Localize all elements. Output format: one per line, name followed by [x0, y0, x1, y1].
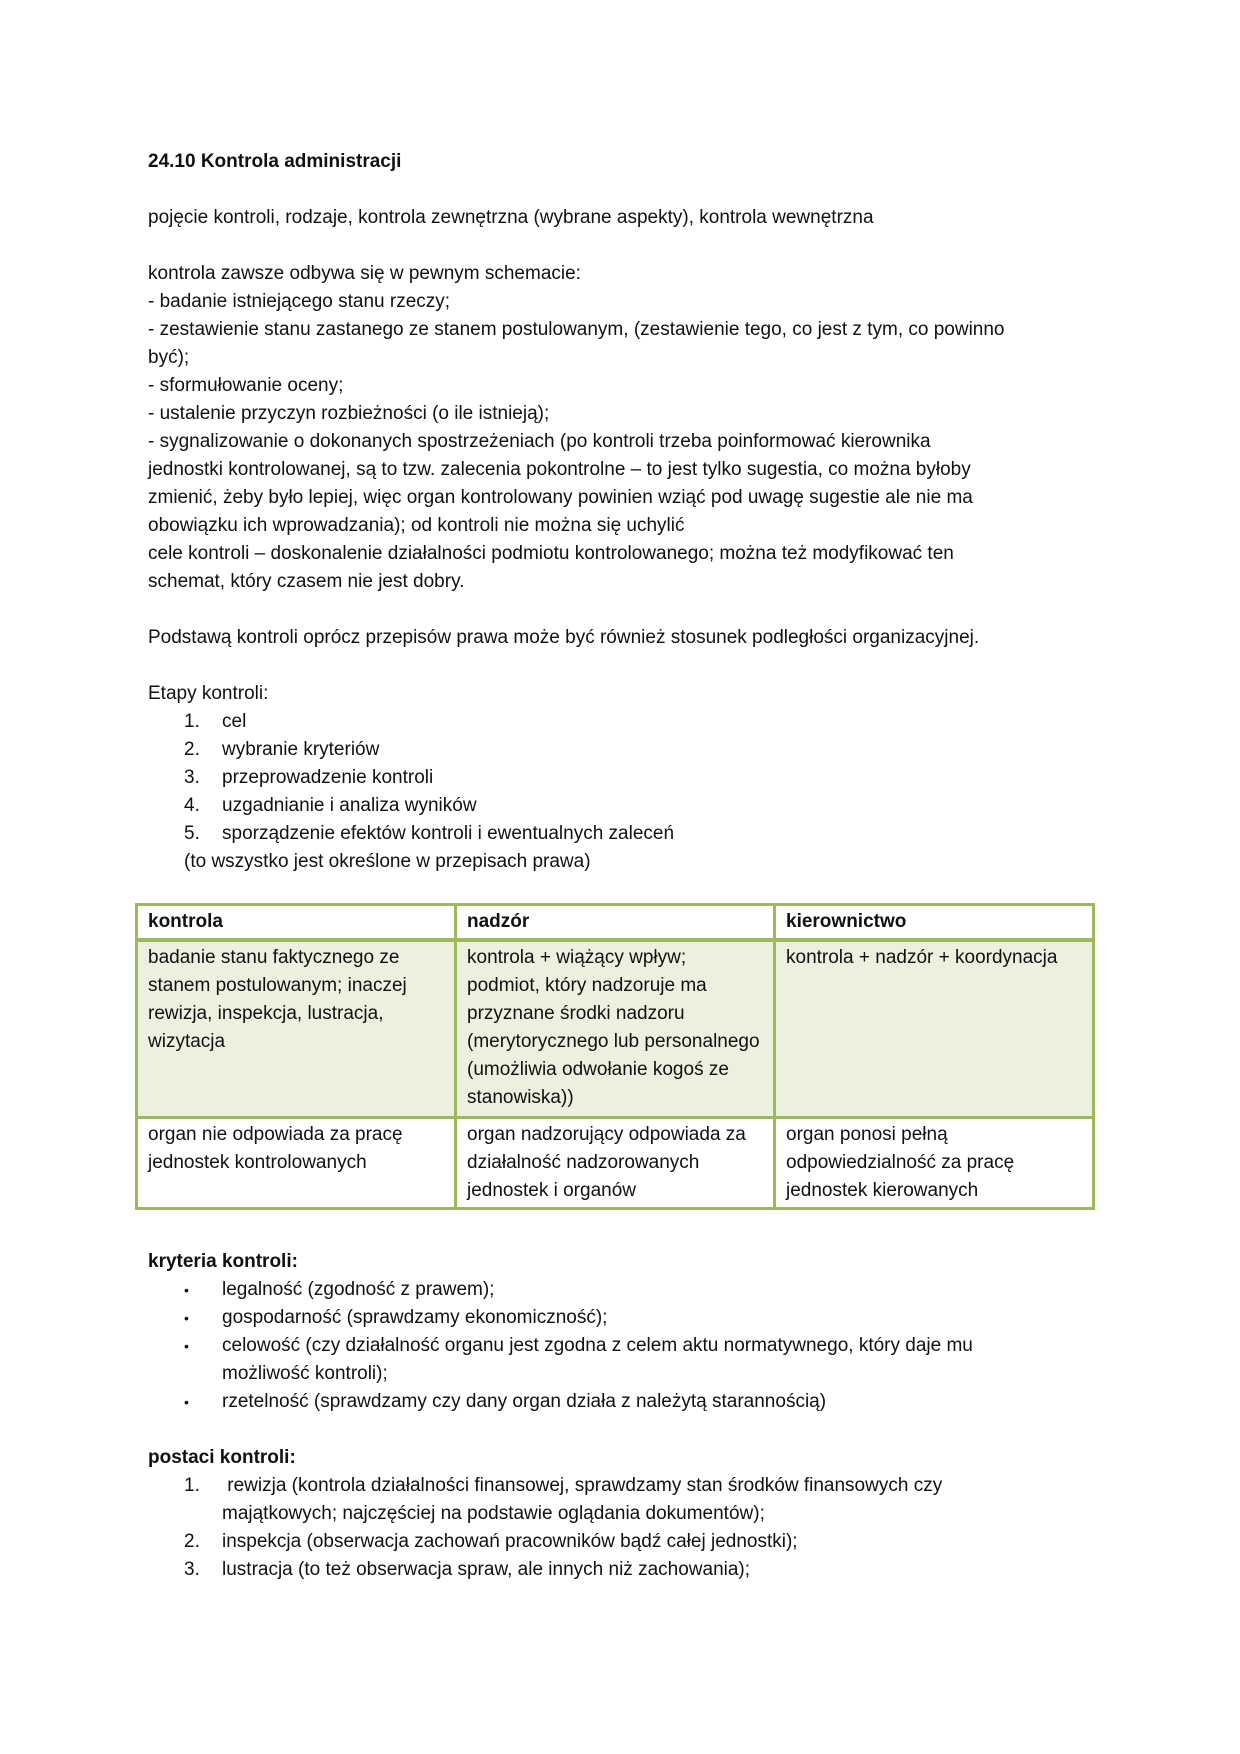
document-body-bottom: [148, 1248, 973, 1584]
item-text: cel: [222, 711, 247, 732]
schema-line: jednostki kontrolowanej, są to tzw. zalecenia pokontrolne – to jest tylko sugestia, co można byłoby: [148, 459, 971, 480]
table-cell: organ nie odpowiada za pracę jednostek kontrolowanych: [137, 1118, 456, 1209]
table-row: [137, 940, 1094, 1118]
schema-line: być);: [148, 347, 190, 368]
header-cell: nadzór: [456, 905, 775, 941]
item-text: wybranie kryteriów: [222, 739, 380, 760]
item-text: rewizja (kontrola działalności finansowej, sprawdzamy stan środków finansowych czy: [222, 1475, 943, 1496]
comparison-table: [135, 903, 1095, 1210]
schema-line: zmienić, żeby było lepiej, więc organ kontrolowany powinien wziąć pod uwagę sugestie ale nie ma: [148, 487, 973, 508]
bullet-icon: •: [184, 1282, 189, 1298]
stage-item: [148, 736, 1005, 764]
bullet-icon: •: [184, 1310, 189, 1326]
form-item: [148, 1556, 973, 1584]
item-number: 3.: [184, 767, 200, 788]
bullet-icon: •: [184, 1338, 189, 1354]
document-body-top: [148, 148, 1005, 876]
table-cell: kontrola + nadzór + koordynacja: [775, 940, 1094, 1118]
topics-line: pojęcie kontroli, rodzaje, kontrola zewnętrzna (wybrane aspekty), kontrola wewnętrzna: [148, 207, 874, 228]
stages-note: (to wszystko jest określone w przepisach prawa): [184, 851, 591, 872]
form-item-continued: majątkowych; najczęściej na podstawie oglądania dokumentów);: [222, 1503, 765, 1524]
item-text: sporządzenie efektów kontroli i ewentualnych zaleceń: [222, 823, 675, 844]
item-number: 5.: [184, 823, 200, 844]
page-title: 24.10 Kontrola administracji: [148, 151, 402, 172]
criteria-item: rzetelność (sprawdzamy czy dany organ działa z należytą starannością): [222, 1391, 827, 1412]
table-cell: organ ponosi pełną odpowiedzialność za pracę jednostek kierowanych: [775, 1118, 1094, 1209]
table-header-row: [137, 905, 1094, 941]
criteria-heading: kryteria kontroli:: [148, 1251, 298, 1272]
forms-heading: postaci kontroli:: [148, 1447, 296, 1468]
schema-line: obowiązku ich wprowadzania); od kontroli nie można się uchylić: [148, 515, 685, 536]
item-number: 4.: [184, 795, 200, 816]
basis-paragraph: Podstawą kontroli oprócz przepisów prawa może być również stosunek podległości organizacyjnej.: [148, 627, 980, 648]
stage-item: [148, 792, 1005, 820]
criteria-item: gospodarność (sprawdzamy ekonomiczność);: [222, 1307, 608, 1328]
schema-line: - zestawienie stanu zastanego ze stanem postulowanym, (zestawienie tego, co jest z tym, co powinno: [148, 319, 1005, 340]
stages-heading: Etapy kontroli:: [148, 683, 269, 704]
criteria-item: celowość (czy działalność organu jest zgodna z celem aktu normatywnego, który daje mu: [222, 1335, 973, 1356]
criteria-item: legalność (zgodność z prawem);: [222, 1279, 495, 1300]
stage-item: [148, 764, 1005, 792]
schema-line: - badanie istniejącego stanu rzeczy;: [148, 291, 451, 312]
schema-intro: kontrola zawsze odbywa się w pewnym schemacie:: [148, 263, 581, 284]
item-number: 2.: [184, 1531, 200, 1552]
item-text: lustracja (to też obserwacja spraw, ale innych niż zachowania);: [222, 1559, 751, 1580]
stage-item: [148, 820, 1005, 848]
table-cell: badanie stanu faktycznego ze stanem postulowanym; inaczej rewizja, inspekcja, lustracja, wizytacja: [137, 940, 456, 1118]
item-text: przeprowadzenie kontroli: [222, 767, 434, 788]
schema-line: schemat, który czasem nie jest dobry.: [148, 571, 465, 592]
table-row: [137, 1118, 1094, 1209]
item-text: inspekcja (obserwacja zachowań pracowników bądź całej jednostki);: [222, 1531, 798, 1552]
header-cell: kierownictwo: [775, 905, 1094, 941]
schema-line: - sygnalizowanie o dokonanych spostrzeżeniach (po kontroli trzeba poinformować kierownika: [148, 431, 931, 452]
schema-line: - sformułowanie oceny;: [148, 375, 344, 396]
bullet-icon: •: [184, 1394, 189, 1410]
schema-line: - ustalenie przyczyn rozbieżności (o ile istnieją);: [148, 403, 550, 424]
item-number: 3.: [184, 1559, 200, 1580]
item-number: 1.: [184, 1475, 200, 1496]
item-number: 1.: [184, 711, 200, 732]
item-text: uzgadnianie i analiza wyników: [222, 795, 477, 816]
header-cell: kontrola: [137, 905, 456, 941]
item-number: 2.: [184, 739, 200, 760]
form-item: [148, 1472, 973, 1500]
table-cell: organ nadzorujący odpowiada za działalność nadzorowanych jednostek i organów: [456, 1118, 775, 1209]
table-cell: kontrola + wiążący wpływ; podmiot, który nadzoruje ma przyznane środki nadzoru (merytorycznego lub personalnego (umożliwia odwołanie kogoś ze stanowiska)): [456, 940, 775, 1118]
schema-line: cele kontroli – doskonalenie działalności podmiotu kontrolowanego; można też modyfikować ten: [148, 543, 954, 564]
stage-item: [148, 708, 1005, 736]
criteria-item-continued: możliwość kontroli);: [222, 1363, 388, 1384]
form-item: [148, 1528, 973, 1556]
